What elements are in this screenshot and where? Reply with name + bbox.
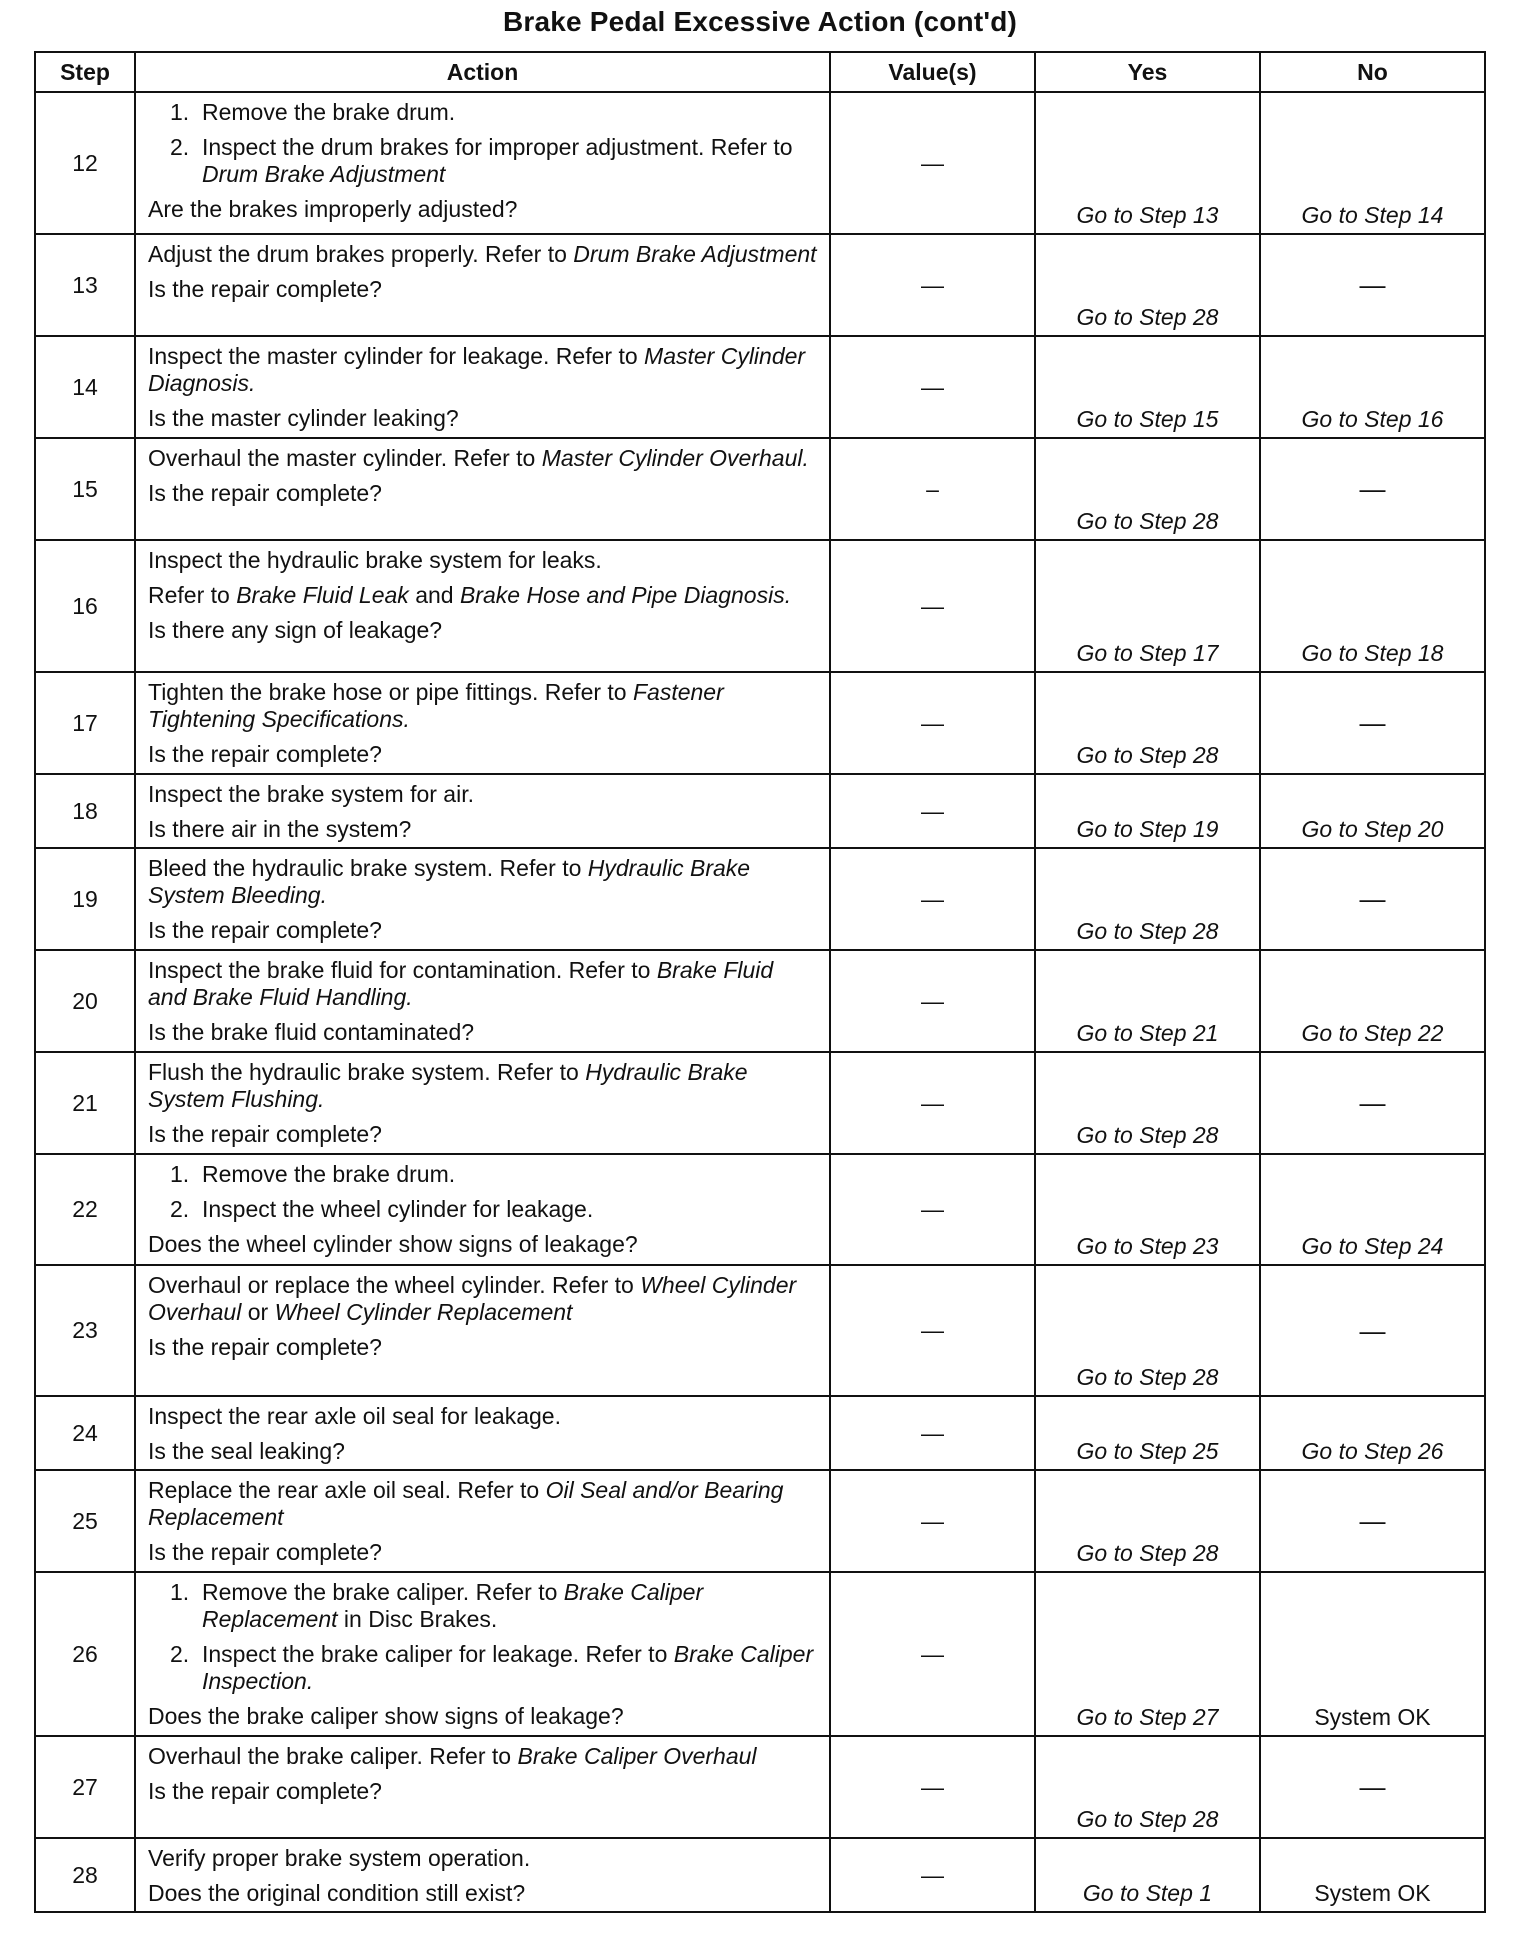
action-text: Remove the brake drum. (202, 99, 456, 125)
action-text: Inspect the wheel cylinder for leakage. (202, 1196, 594, 1222)
action-paragraph (148, 1743, 817, 1770)
value-cell: — (830, 234, 1035, 336)
no-result-cell (1260, 1396, 1485, 1470)
value-cell: — (830, 950, 1035, 1052)
action-cell (135, 1265, 830, 1396)
reference-link-text: Brake Caliper Replacement (202, 1579, 704, 1632)
yes-result-cell (1035, 774, 1260, 848)
no-result: Go to Step 26 (1301, 1438, 1444, 1464)
action-cell (135, 1154, 830, 1265)
action-paragraph (148, 582, 817, 609)
table-row (35, 1154, 1485, 1265)
no-result: — (1359, 707, 1386, 738)
yes-result-cell (1035, 1736, 1260, 1838)
action-text: Overhaul the master cylinder. Refer to (148, 445, 542, 471)
action-text: in Disc Brakes. (337, 1606, 498, 1632)
header-values: Value(s) (830, 52, 1035, 92)
numbered-item (148, 134, 817, 188)
no-result: — (1359, 1087, 1386, 1118)
action-cell (135, 336, 830, 438)
numbered-item (148, 1579, 817, 1633)
action-text: Refer to (148, 582, 237, 608)
item-number: 2. (170, 134, 190, 160)
table-row (35, 1052, 1485, 1154)
yes-result: Go to Step 28 (1076, 304, 1219, 330)
value-cell: — (830, 848, 1035, 950)
action-text: Inspect the brake caliper for leakage. Refer to (202, 1641, 674, 1667)
table-row (35, 950, 1485, 1052)
action-text: Inspect the hydraulic brake system for leaks. (148, 547, 602, 573)
no-result-cell (1260, 92, 1485, 234)
action-cell (135, 438, 830, 540)
action-paragraph (148, 445, 817, 472)
action-cell (135, 1838, 830, 1912)
step-number: 22 (35, 1154, 135, 1265)
reference-link-text: Brake Fluid and Brake Fluid Handling. (148, 957, 774, 1010)
action-paragraph (148, 343, 817, 397)
item-number: 2. (170, 1196, 190, 1222)
no-result: Go to Step 18 (1301, 640, 1444, 666)
no-result-cell (1260, 1265, 1485, 1396)
reference-link-text: Brake Caliper Overhaul (517, 1743, 757, 1769)
step-number: 18 (35, 774, 135, 848)
yes-result: Go to Step 23 (1076, 1233, 1219, 1259)
item-number: 1. (170, 1161, 190, 1187)
no-result-cell (1260, 438, 1485, 540)
yes-result: Go to Step 1 (1082, 1880, 1213, 1906)
table-row (35, 336, 1485, 438)
yes-result: Go to Step 17 (1076, 640, 1219, 666)
action-paragraph (148, 679, 817, 733)
action-paragraph (148, 1403, 817, 1430)
action-text: Replace the rear axle oil seal. Refer to (148, 1477, 546, 1503)
yes-result-cell (1035, 950, 1260, 1052)
no-result: — (1359, 883, 1386, 914)
yes-result-cell (1035, 1838, 1260, 1912)
no-result: — (1359, 1315, 1386, 1345)
yes-result-cell (1035, 438, 1260, 540)
value-cell: — (830, 1265, 1035, 1396)
numbered-item (148, 99, 817, 126)
action-paragraph (148, 855, 817, 909)
no-result-cell (1260, 1736, 1485, 1838)
table-row (35, 1736, 1485, 1838)
action-paragraph (148, 547, 817, 574)
reference-link-text: Master Cylinder Overhaul. (541, 445, 809, 471)
action-question: Is the repair complete? (148, 741, 382, 767)
yes-result-cell (1035, 92, 1260, 234)
action-question: Is the repair complete? (148, 480, 382, 506)
action-question: Is the repair complete? (148, 1539, 382, 1565)
no-result: — (1359, 473, 1386, 504)
no-result-cell (1260, 234, 1485, 336)
table-body (35, 92, 1485, 1912)
step-number: 13 (35, 234, 135, 336)
table-row (35, 672, 1485, 774)
action-question: Is there air in the system? (148, 816, 412, 842)
action-question: Is the repair complete? (148, 1778, 382, 1804)
action-text: Remove the brake drum. (202, 1161, 456, 1187)
action-text: Overhaul or replace the wheel cylinder. Refer to (148, 1272, 641, 1298)
yes-result: Go to Step 25 (1076, 1438, 1219, 1464)
action-text: and (408, 582, 460, 608)
action-text: Tighten the brake hose or pipe fittings. Refer to (148, 679, 633, 705)
header-yes: Yes (1035, 52, 1260, 92)
action-question: Is the seal leaking? (148, 1438, 345, 1464)
action-cell (135, 774, 830, 848)
yes-result-cell (1035, 1265, 1260, 1396)
no-result-cell (1260, 672, 1485, 774)
action-cell (135, 1470, 830, 1572)
yes-result-cell (1035, 672, 1260, 774)
action-question: Is the repair complete? (148, 276, 382, 302)
step-number: 19 (35, 848, 135, 950)
action-text: Overhaul the brake caliper. Refer to (148, 1743, 518, 1769)
action-paragraph (148, 1845, 817, 1872)
no-result-cell (1260, 540, 1485, 672)
item-text (202, 134, 817, 188)
no-result: System OK (1314, 1880, 1431, 1906)
table-header-row (35, 52, 1485, 92)
action-text: Remove the brake caliper. Refer to (202, 1579, 564, 1605)
action-paragraph (148, 781, 817, 808)
header-action: Action (135, 52, 830, 92)
reference-link-text: Brake Fluid Leak (236, 582, 409, 608)
no-result: Go to Step 14 (1301, 202, 1444, 228)
action-question: Does the wheel cylinder show signs of leakage? (148, 1231, 638, 1257)
action-text: Inspect the master cylinder for leakage. Refer to (148, 343, 645, 369)
reference-link-text: Drum Brake Adjustment (573, 241, 817, 267)
yes-result: Go to Step 27 (1076, 1704, 1219, 1730)
table-row (35, 1838, 1485, 1912)
table-row (35, 848, 1485, 950)
action-text: Adjust the drum brakes properly. Refer to (148, 241, 574, 267)
reference-link-text: Wheel Cylinder Replacement (274, 1299, 573, 1325)
value-cell: — (830, 672, 1035, 774)
numbered-item (148, 1196, 817, 1223)
action-cell (135, 672, 830, 774)
table-row (35, 540, 1485, 672)
no-result: Go to Step 20 (1301, 816, 1444, 842)
step-number: 23 (35, 1265, 135, 1396)
value-cell: — (830, 1396, 1035, 1470)
action-paragraph (148, 1059, 817, 1113)
yes-result-cell (1035, 234, 1260, 336)
value-cell: — (830, 1838, 1035, 1912)
step-number: 20 (35, 950, 135, 1052)
value-cell: — (830, 540, 1035, 672)
action-cell (135, 1572, 830, 1736)
action-question: Does the original condition still exist? (148, 1880, 526, 1906)
reference-link-text: Brake Hose and Pipe Diagnosis. (459, 582, 792, 608)
action-text: Flush the hydraulic brake system. Refer to (148, 1059, 586, 1085)
item-text (202, 99, 817, 126)
step-number: 12 (35, 92, 135, 234)
yes-result: Go to Step 28 (1076, 918, 1219, 944)
no-result-cell (1260, 336, 1485, 438)
value-cell: — (830, 336, 1035, 438)
step-number: 21 (35, 1052, 135, 1154)
yes-result-cell (1035, 1396, 1260, 1470)
yes-result-cell (1035, 848, 1260, 950)
step-number: 27 (35, 1736, 135, 1838)
header-no: No (1260, 52, 1485, 92)
action-cell (135, 1052, 830, 1154)
yes-result: Go to Step 28 (1076, 508, 1219, 534)
no-result-cell (1260, 848, 1485, 950)
table-row (35, 438, 1485, 540)
step-number: 14 (35, 336, 135, 438)
no-result-cell (1260, 1470, 1485, 1572)
reference-link-text: Drum Brake Adjustment (202, 161, 446, 187)
page-title: Brake Pedal Excessive Action (cont'd) (502, 6, 1018, 37)
item-number: 1. (170, 99, 190, 125)
step-number: 16 (35, 540, 135, 672)
yes-result: Go to Step 15 (1076, 406, 1219, 432)
item-text (202, 1196, 817, 1223)
item-text (202, 1161, 817, 1188)
yes-result-cell (1035, 1052, 1260, 1154)
step-number: 25 (35, 1470, 135, 1572)
action-text: Inspect the rear axle oil seal for leakage. (148, 1403, 561, 1429)
no-result-cell (1260, 1838, 1485, 1912)
no-result-cell (1260, 1052, 1485, 1154)
reference-link-text: Hydraulic Brake System Flushing. (148, 1059, 748, 1112)
action-question: Is the brake fluid contaminated? (148, 1019, 475, 1045)
no-result: Go to Step 22 (1301, 1020, 1444, 1046)
table-row (35, 1396, 1485, 1470)
table-row (35, 1265, 1485, 1396)
no-result: — (1359, 269, 1386, 300)
header-step: Step (35, 52, 135, 92)
action-question: Is the repair complete? (148, 1334, 382, 1360)
reference-link-text: Brake Caliper Inspection. (202, 1641, 814, 1694)
action-paragraph (148, 1477, 817, 1531)
value-cell: — (830, 1470, 1035, 1572)
action-cell (135, 848, 830, 950)
action-cell (135, 540, 830, 672)
action-text: Verify proper brake system operation. (148, 1845, 531, 1871)
no-result: Go to Step 16 (1301, 406, 1444, 432)
yes-result-cell (1035, 1154, 1260, 1265)
step-number: 15 (35, 438, 135, 540)
table-row (35, 92, 1485, 234)
item-text (202, 1579, 817, 1633)
action-paragraph (148, 241, 817, 268)
step-number: 17 (35, 672, 135, 774)
no-result: Go to Step 24 (1301, 1233, 1444, 1259)
action-text: Inspect the drum brakes for improper adjustment. Refer to (202, 134, 793, 160)
value-cell: — (830, 1052, 1035, 1154)
numbered-item (148, 1161, 817, 1188)
action-cell (135, 234, 830, 336)
action-question: Is the repair complete? (148, 917, 382, 943)
no-result: System OK (1314, 1704, 1431, 1730)
yes-result-cell (1035, 336, 1260, 438)
yes-result: Go to Step 21 (1076, 1020, 1219, 1046)
action-question: Is the repair complete? (148, 1121, 382, 1147)
action-text: or (241, 1299, 275, 1325)
action-cell (135, 1396, 830, 1470)
no-result-cell (1260, 774, 1485, 848)
action-paragraph (148, 1272, 817, 1326)
value-cell: – (830, 438, 1035, 540)
yes-result: Go to Step 19 (1076, 816, 1219, 842)
no-result-cell (1260, 1572, 1485, 1736)
action-cell (135, 92, 830, 234)
yes-result: Go to Step 28 (1076, 1540, 1219, 1566)
reference-link-text: Master Cylinder Diagnosis. (148, 343, 806, 396)
yes-result: Go to Step 28 (1076, 1806, 1219, 1832)
value-cell: — (830, 1154, 1035, 1265)
step-number: 26 (35, 1572, 135, 1736)
value-cell: — (830, 1736, 1035, 1838)
value-cell: — (830, 92, 1035, 234)
table-row (35, 1470, 1485, 1572)
yes-result: Go to Step 13 (1076, 202, 1219, 228)
yes-result-cell (1035, 540, 1260, 672)
reference-link-text: Hydraulic Brake System Bleeding. (148, 855, 751, 908)
action-cell (135, 1736, 830, 1838)
reference-link-text: Fastener Tightening Specifications. (148, 679, 724, 732)
yes-result: Go to Step 28 (1076, 1364, 1219, 1390)
action-question: Is there any sign of leakage? (148, 617, 443, 643)
table-row (35, 774, 1485, 848)
no-result: — (1359, 1505, 1386, 1536)
yes-result: Go to Step 28 (1076, 1122, 1219, 1148)
action-paragraph (148, 957, 817, 1011)
action-text: Bleed the hydraulic brake system. Refer to (148, 855, 588, 881)
no-result-cell (1260, 950, 1485, 1052)
action-cell (135, 950, 830, 1052)
diagnostic-table (34, 51, 1486, 1913)
action-question: Is the master cylinder leaking? (148, 405, 459, 431)
table-row (35, 234, 1485, 336)
action-question: Are the brakes improperly adjusted? (148, 196, 518, 222)
action-text: Inspect the brake system for air. (148, 781, 474, 807)
action-text: Inspect the brake fluid for contamination. Refer to (148, 957, 657, 983)
action-question: Does the brake caliper show signs of leakage? (148, 1703, 624, 1729)
no-result: — (1359, 1771, 1386, 1802)
table-row (35, 1572, 1485, 1736)
item-number: 2. (170, 1641, 190, 1667)
no-result-cell (1260, 1154, 1485, 1265)
reference-link-text: Oil Seal and/or Bearing Replacement (148, 1477, 784, 1530)
numbered-item (148, 1641, 817, 1695)
value-cell: — (830, 774, 1035, 848)
step-number: 28 (35, 1838, 135, 1912)
yes-result-cell (1035, 1470, 1260, 1572)
step-number: 24 (35, 1396, 135, 1470)
item-text (202, 1641, 817, 1695)
item-number: 1. (170, 1579, 190, 1605)
reference-link-text: Wheel Cylinder Overhaul (148, 1272, 797, 1325)
yes-result-cell (1035, 1572, 1260, 1736)
value-cell: — (830, 1572, 1035, 1736)
yes-result: Go to Step 28 (1076, 742, 1219, 768)
